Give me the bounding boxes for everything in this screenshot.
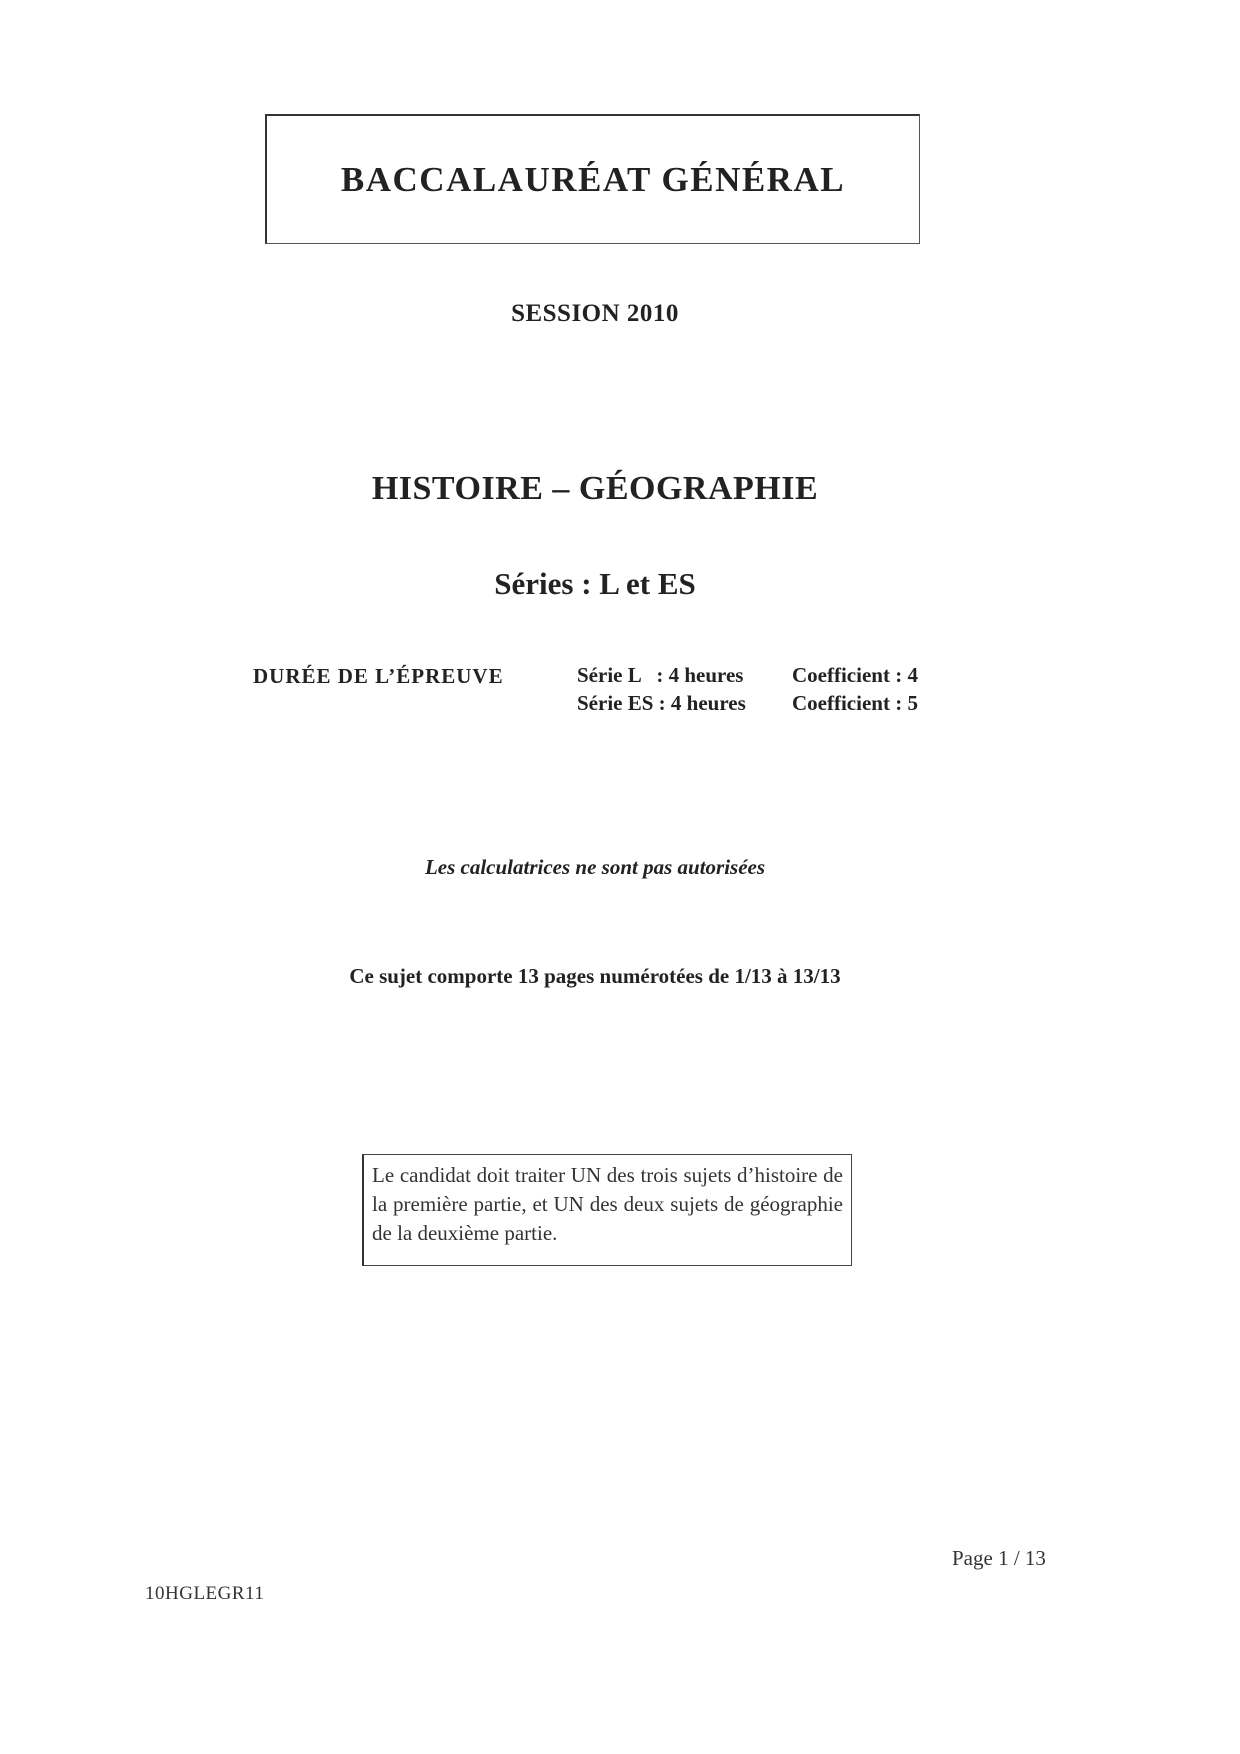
serie-l-coefficient: Coefficient : 4 [792,663,918,687]
session-year: SESSION 2010 [511,300,679,327]
duration-row-es [577,691,918,716]
title-box [265,114,920,244]
duration-label: DURÉE DE L’ÉPREUVE [253,664,504,688]
document-code: 10HGLEGR11 [145,1583,265,1604]
page-number: Page 1 / 13 [952,1546,1046,1570]
serie-es-coefficient: Coefficient : 5 [792,691,918,715]
duration-row-l [577,663,918,688]
page-count-note: Ce sujet comporte 13 pages numérotées de 1/13 à 13/13 [349,964,841,988]
calculator-note: Les calculatrices ne sont pas autorisées [424,855,766,879]
series-label: Séries : L et ES [494,566,696,601]
serie-es-duration: Série ES : 4 heures [577,691,746,715]
subject-title: HISTOIRE – GÉOGRAPHIE [371,470,819,507]
serie-l-duration: Série L : 4 heures [577,663,744,687]
exam-title: BACCALAURÉAT GÉNÉRAL [340,160,846,199]
instruction-box [362,1154,852,1266]
instruction-text: Le candidat doit traiter UN des trois sujets d’histoire de la première partie, et UN des deux sujets de géographie de la deuxième partie. [372,1163,843,1245]
